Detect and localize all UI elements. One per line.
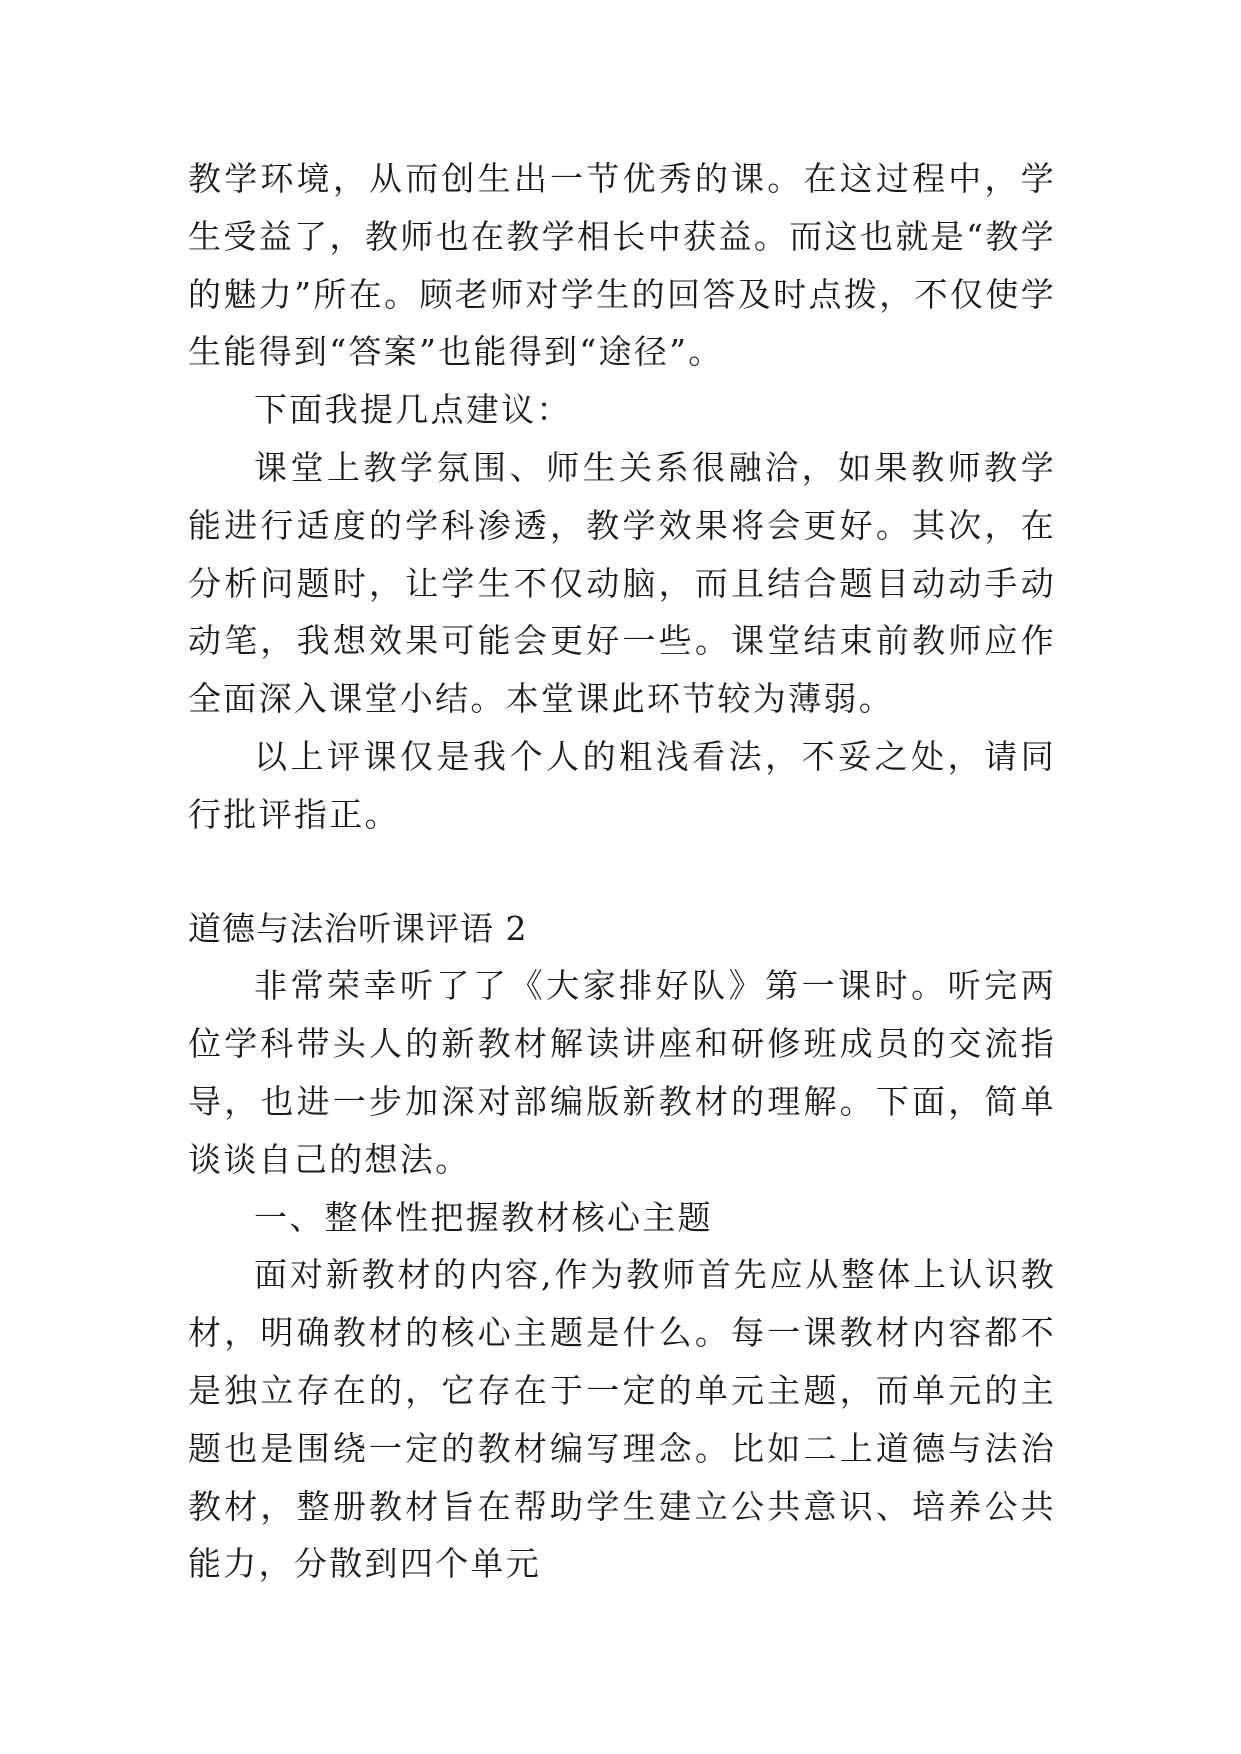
paragraph-suggestions: 课堂上教学氛围、师生关系很融洽，如果教师教学能进行适度的学科渗透，教学效果将会更好。其次，在分析问题时，让学生不仅动脑，而且结合题目动动手动动笔，我想效果可能会更好一些。课堂结束前教师应作全面深入课堂小结。本堂课此环节较为薄弱。 xyxy=(188,447,1056,719)
section-gap xyxy=(188,844,1056,900)
document-body xyxy=(188,150,1056,1593)
paragraph-intro: 非常荣幸听了了《大家排好队》第一课时。听完两位学科带头人的新教材解读讲座和研修班成员的交流指导，也进一步加深对部编版新教材的理解。下面，简单谈谈自己的想法。 xyxy=(188,966,1056,1179)
paragraph-suggestions-intro: 下面我提几点建议： xyxy=(254,390,572,430)
paragraph-closing: 以上评课仅是我个人的粗浅看法，不妥之处，请同行批评指正。 xyxy=(188,736,1056,834)
section-title: 道德与法治听课评语 2 xyxy=(188,908,528,948)
paragraph-body: 面对新教材的内容,作为教师首先应从整体上认识教材，明确教材的核心主题是什么。每一课教材内容都不是独立存在的，它存在于一定的单元主题，而单元的主题也是围绕一定的教材编写理念。比如二上道德与法治教材，整册教材旨在帮助学生建立公共意识、培养公共能力，分散到四个单元 xyxy=(188,1255,1056,1584)
subheading-1: 一、整体性把握教材核心主题 xyxy=(254,1197,713,1237)
paragraph-continuation: 教学环境，从而创生出一节优秀的课。在这过程中，学生受益了，教师也在教学相长中获益。而这也就是“教学的魅力”所在。顾老师对学生的回答及时点拨，不仅使学生能得到“答案”也能得到“途径”。 xyxy=(188,159,1056,372)
